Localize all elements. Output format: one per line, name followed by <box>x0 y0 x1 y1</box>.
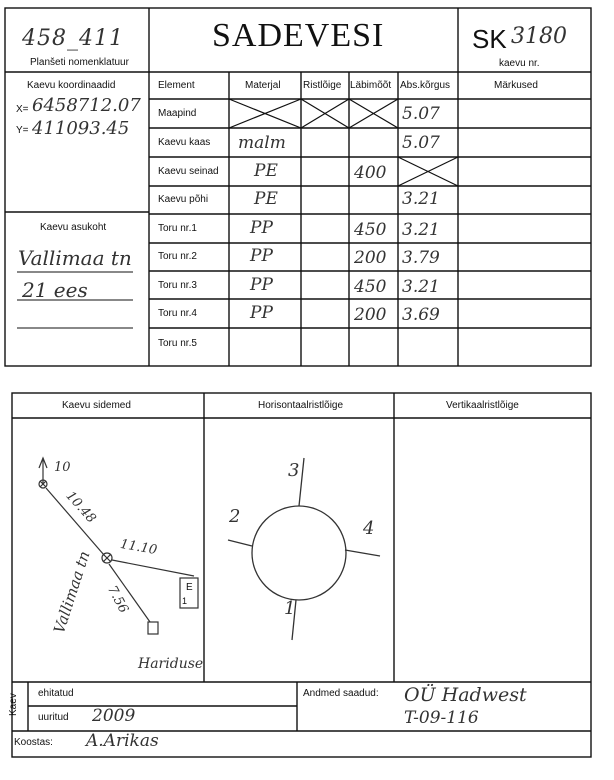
vertical-section-label: Vertikaalristlõige <box>446 400 519 411</box>
data-source-value-2: T-09-116 <box>404 708 479 728</box>
row-material: PE <box>254 189 278 209</box>
sketch-length-1: 10.48 <box>62 488 99 527</box>
compiled-by-label: Koostas: <box>14 737 53 748</box>
row-material: PE <box>254 161 278 181</box>
row-material: PP <box>250 275 273 295</box>
row-abs-height: 3.21 <box>402 277 440 297</box>
sketch-node-e: E <box>186 582 193 593</box>
measured-label: uuritud <box>38 712 69 723</box>
row-diameter: 450 <box>354 220 387 240</box>
location-line-1: Vallimaa tn <box>18 246 132 270</box>
sketch-node-e-sub: 1 <box>182 596 188 606</box>
pipe-label-2: 2 <box>229 506 241 527</box>
location-label: Kaevu asukoht <box>40 222 107 233</box>
row-material: malm <box>238 133 286 153</box>
well-number-prefix: SK <box>472 24 507 54</box>
row-abs-height: 3.21 <box>402 189 440 209</box>
coord-x-label: X= <box>16 104 29 115</box>
coord-y-label: Y= <box>16 125 29 136</box>
row-element: Toru nr.2 <box>158 251 197 262</box>
horizontal-section-label: Horisontaalristlõige <box>258 400 344 411</box>
row-element: Maapind <box>158 108 197 119</box>
row-element: Toru nr.5 <box>158 338 197 349</box>
row-material: PP <box>250 303 273 323</box>
row-element: Toru nr.1 <box>158 223 197 234</box>
row-material: PP <box>250 246 273 266</box>
well-number-value: 3180 <box>511 24 567 49</box>
row-element: Kaevu põhi <box>158 194 209 205</box>
page-title: SADEVESI <box>212 17 385 54</box>
data-source-value-1: OÜ Hadwest <box>404 684 527 706</box>
horizontal-section-drawing <box>204 418 394 682</box>
row-diameter: 200 <box>354 248 387 268</box>
row-element: Kaevu seinad <box>158 166 219 177</box>
pipe-label-3: 3 <box>288 460 300 481</box>
pipe-label-1: 1 <box>284 598 296 619</box>
coord-y-value: 411093.45 <box>32 118 130 139</box>
col-header-section: Ristlõige <box>303 80 342 91</box>
connections-sketch <box>12 418 204 682</box>
col-header-notes: Märkused <box>494 80 538 91</box>
coord-x-value: 6458712.07 <box>32 95 141 116</box>
row-material: PP <box>250 218 273 238</box>
sketch-length-3: 7.56 <box>104 583 131 616</box>
row-abs-height: 5.07 <box>402 104 440 124</box>
row-abs-height: 5.07 <box>402 133 440 153</box>
sketch-node-top-label: 10 <box>54 460 71 475</box>
row-diameter: 200 <box>354 305 387 325</box>
row-element: Toru nr.3 <box>158 280 197 291</box>
col-header-element: Element <box>158 80 195 91</box>
built-label: ehitatud <box>38 688 74 699</box>
col-header-diameter: Läbimõõt <box>350 80 392 91</box>
row-abs-height: 3.79 <box>402 248 440 268</box>
location-line-2: 21 ees <box>22 278 88 302</box>
plan-sheet-label: Planšeti nomenklatuur <box>30 57 129 68</box>
data-source-label: Andmed saadud: <box>303 688 379 699</box>
row-element: Kaevu kaas <box>158 137 211 148</box>
row-abs-height: 3.21 <box>402 220 440 240</box>
row-element: Toru nr.4 <box>158 308 197 319</box>
coords-label: Kaevu koordinaadid <box>27 80 116 91</box>
well-number-label: kaevu nr. <box>499 58 540 69</box>
row-abs-height: 3.69 <box>402 305 440 325</box>
compiled-by-value: A.Arikas <box>86 731 159 751</box>
connections-label: Kaevu sidemed <box>62 400 131 411</box>
plan-sheet-value: 458_411 <box>22 26 124 51</box>
sketch-street-2-label: Hariduse <box>138 656 204 672</box>
col-header-abs-height: Abs.kõrgus <box>400 80 451 91</box>
row-diameter: 450 <box>354 277 387 297</box>
pipe-label-4: 4 <box>363 518 375 539</box>
sketch-length-2: 11.10 <box>118 536 159 559</box>
row-diameter: 400 <box>354 163 387 183</box>
sketch-street-label: Vallimaa tn <box>50 548 94 636</box>
kaev-label: Kaev <box>8 693 19 716</box>
measured-value: 2009 <box>92 706 136 726</box>
col-header-material: Materjal <box>245 80 281 91</box>
